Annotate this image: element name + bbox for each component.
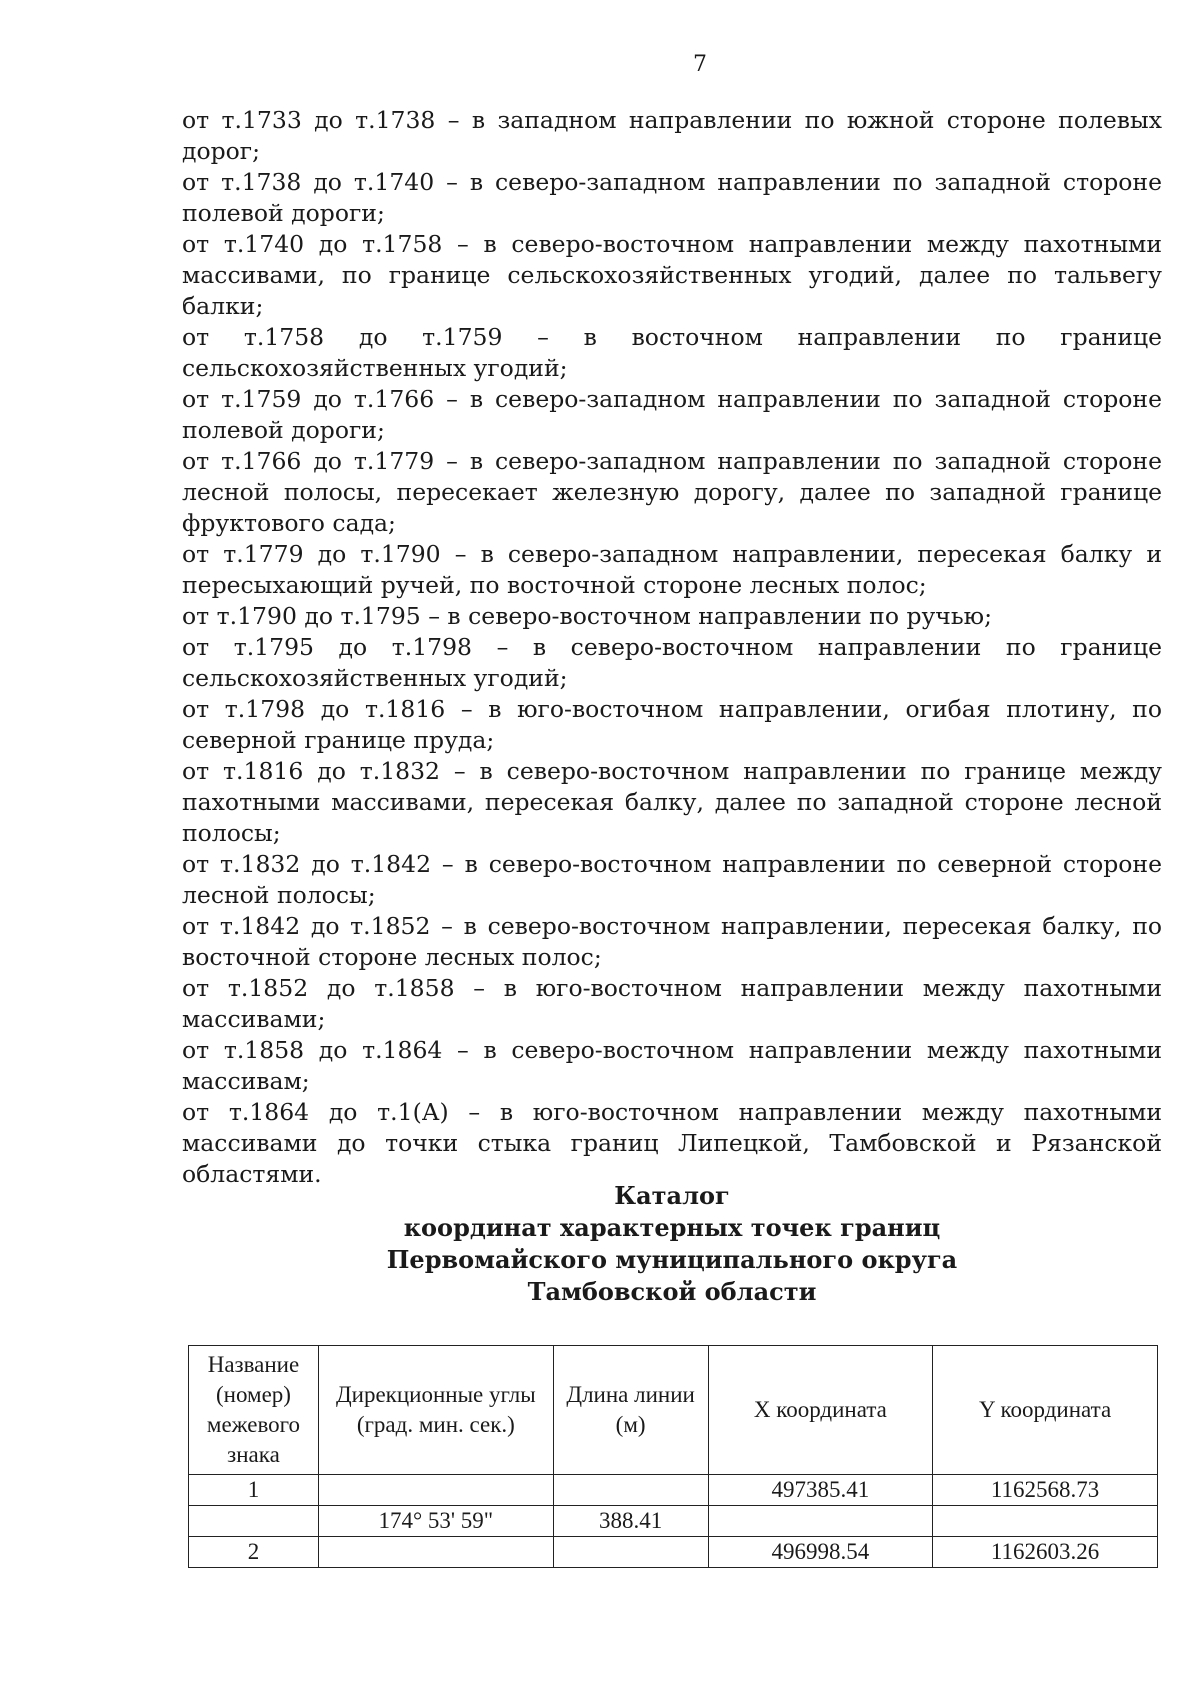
catalog-title-line: Каталог <box>614 1181 730 1210</box>
boundary-paragraph: от т.1766 до т.1779 – в северо-западном направлении по западной стороне лесной полосы, пересекает железную дорогу, далее по западной границе фруктового сада; <box>182 447 1162 537</box>
cell-x-coordinate <box>708 1506 933 1537</box>
cell-y-coordinate: 1162568.73 <box>933 1475 1158 1506</box>
boundary-description <box>182 105 1162 1190</box>
boundary-paragraph: от т.1740 до т.1758 – в северо-восточном направлении между пахотными массивами, по границе сельскохозяйственных угодий, далее по тальвегу балки; <box>182 230 1162 320</box>
boundary-paragraph: от т.1816 до т.1832 – в северо-восточном направлении по границе между пахотными массивами, пересекая балку, далее по западной стороне лесной полосы; <box>182 757 1162 847</box>
boundary-paragraph: от т.1842 до т.1852 – в северо-восточном направлении, пересекая балку, по восточной стороне лесных полос; <box>182 912 1162 971</box>
boundary-paragraph: от т.1864 до т.1(А) – в юго-восточном направлении между пахотными массивами до точки стыка границ Липецкой, Тамбовской и Рязанской областями. <box>182 1098 1162 1188</box>
page-number: 7 <box>693 52 707 77</box>
header-direction-angles: Дирекционные углы (град. мин. сек.) <box>318 1346 553 1475</box>
boundary-paragraph: от т.1758 до т.1759 – в восточном направлении по границе сельскохозяйственных угодий; <box>182 323 1162 382</box>
boundary-paragraph: от т.1832 до т.1842 – в северо-восточном направлении по северной стороне лесной полосы; <box>182 850 1162 909</box>
cell-y-coordinate <box>933 1506 1158 1537</box>
table-row <box>189 1506 1158 1537</box>
cell-x-coordinate: 496998.54 <box>708 1537 933 1568</box>
cell-direction-angle <box>318 1537 553 1568</box>
cell-mark-name: 1 <box>189 1475 319 1506</box>
cell-y-coordinate: 1162603.26 <box>933 1537 1158 1568</box>
boundary-paragraph: от т.1852 до т.1858 – в юго-восточном направлении между пахотными массивами; <box>182 974 1162 1033</box>
catalog-title <box>182 1180 1162 1308</box>
cell-x-coordinate: 497385.41 <box>708 1475 933 1506</box>
boundary-paragraph: от т.1790 до т.1795 – в северо-восточном направлении по ручью; <box>182 602 993 630</box>
header-line-length: Длина линии (м) <box>553 1346 708 1475</box>
boundary-paragraph: от т.1738 до т.1740 – в северо-западном направлении по западной стороне полевой дороги; <box>182 168 1162 227</box>
catalog-title-line: координат характерных точек границ <box>403 1213 941 1242</box>
coordinates-table <box>188 1345 1158 1568</box>
header-y-coordinate: Y координата <box>933 1346 1158 1475</box>
boundary-paragraph: от т.1795 до т.1798 – в северо-восточном направлении по границе сельскохозяйственных угодий; <box>182 633 1162 692</box>
cell-mark-name <box>189 1506 319 1537</box>
cell-direction-angle <box>318 1475 553 1506</box>
cell-mark-name: 2 <box>189 1537 319 1568</box>
table-row <box>189 1537 1158 1568</box>
table-row <box>189 1475 1158 1506</box>
catalog-title-line: Первомайского муниципального округа <box>386 1245 958 1274</box>
catalog-title-line: Тамбовской области <box>527 1277 817 1306</box>
cell-line-length <box>553 1537 708 1568</box>
boundary-paragraph: от т.1759 до т.1766 – в северо-западном направлении по западной стороне полевой дороги; <box>182 385 1162 444</box>
cell-line-length: 388.41 <box>553 1506 708 1537</box>
boundary-paragraph: от т.1779 до т.1790 – в северо-западном направлении, пересекая балку и пересыхающий ручей, по восточной стороне лесных полос; <box>182 540 1162 599</box>
table-header-row <box>189 1346 1158 1475</box>
cell-direction-angle: 174° 53' 59" <box>318 1506 553 1537</box>
boundary-paragraph: от т.1733 до т.1738 – в западном направлении по южной стороне полевых дорог; <box>182 106 1162 165</box>
cell-line-length <box>553 1475 708 1506</box>
boundary-paragraph: от т.1858 до т.1864 – в северо-восточном направлении между пахотными массивам; <box>182 1036 1162 1095</box>
header-x-coordinate: X координата <box>708 1346 933 1475</box>
boundary-paragraph: от т.1798 до т.1816 – в юго-восточном направлении, огибая плотину, по северной границе пруда; <box>182 695 1162 754</box>
header-mark-name: Название (номер) межевого знака <box>189 1346 319 1475</box>
